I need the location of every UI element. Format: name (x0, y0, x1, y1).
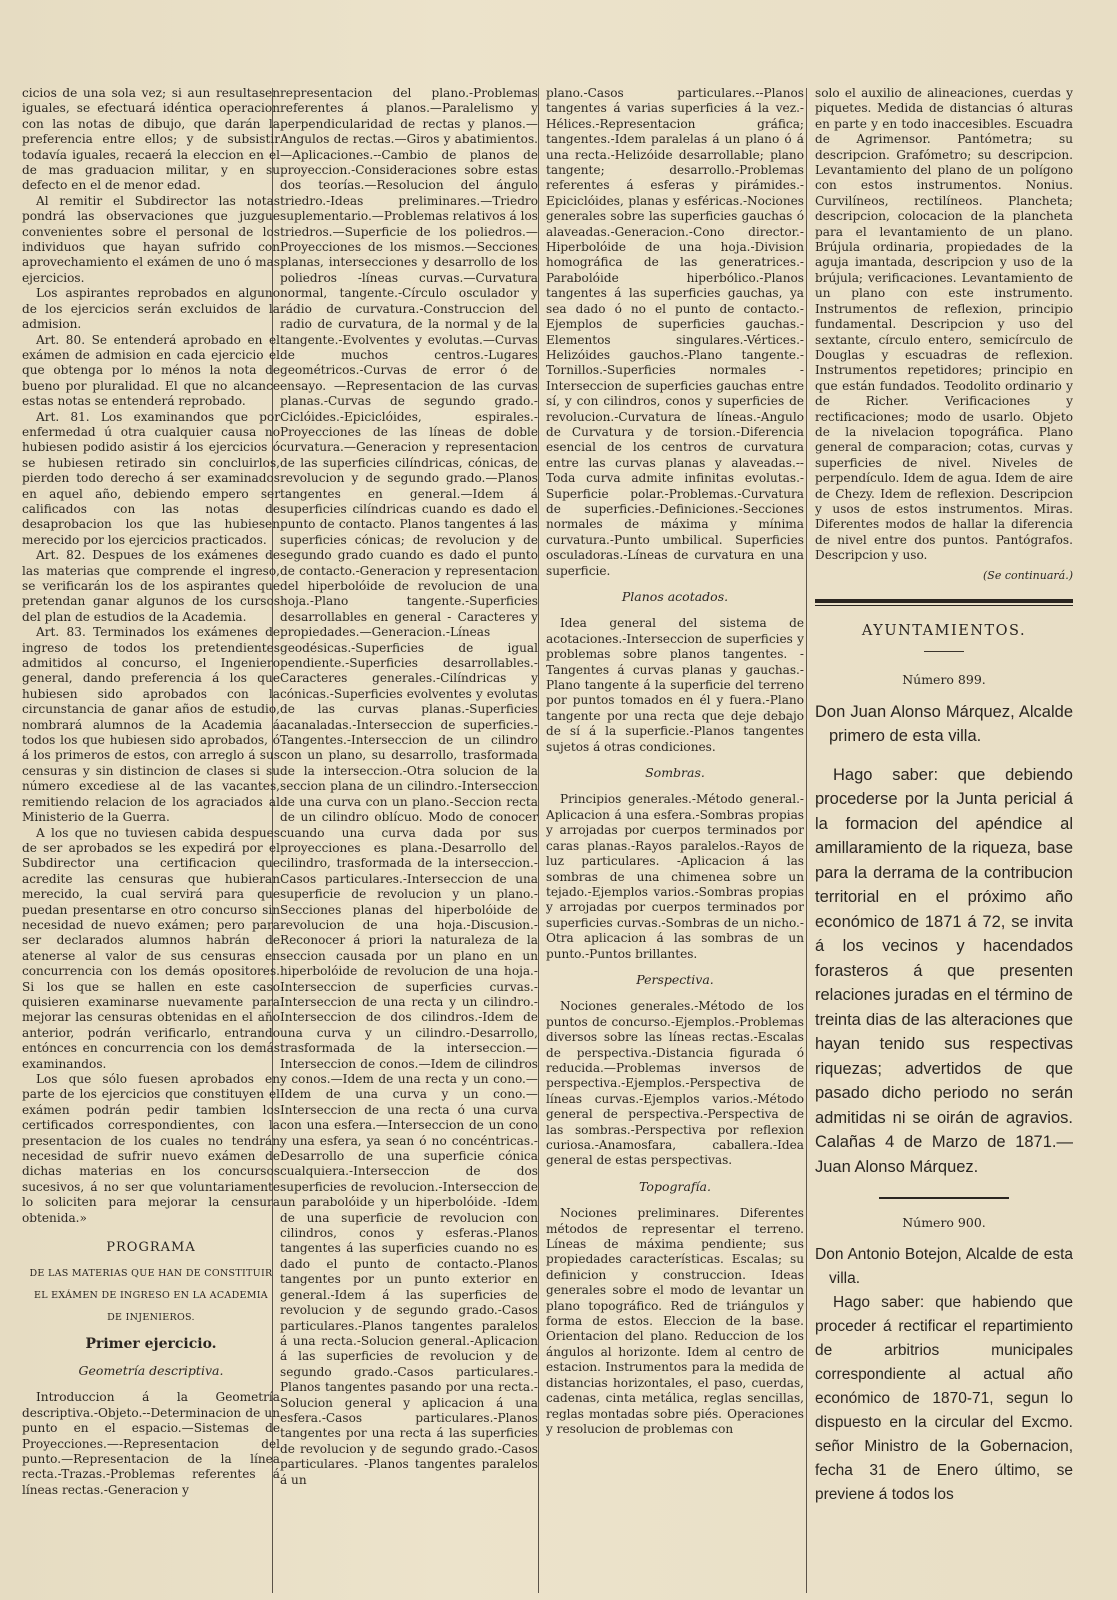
programa-subtitle-3: DE INJENIEROS. (107, 1312, 195, 1324)
paragraph: Los que sólo fuesen aprobados en parte de los ejercicios que constituyen el exámen podrán pedir tambien los certificados correspondientes, con la presentacion de los cuales no tendrán necesidad de sufrir nuevo exámen de dichas materias en los concursos sucesivos, á no ser que voluntariamente lo soliciten para mejorar la censura obtenida.» (22, 1072, 280, 1225)
column-3 (546, 86, 804, 1591)
continuation-note: (Se continuará.) (983, 568, 1073, 582)
notice-body: Hago saber: que habiendo que proceder á rectificar el repartimiento de arbitrios municipales correspondiente al actual año económico de 1870-71, segun lo dispuesto en la circular del Excmo. señor Ministro de la Gobernacion, fecha 31 de Enero último, se previene á todos los (815, 1293, 1073, 1503)
notice-900 (815, 1243, 1073, 1507)
article-81: Art. 81. Los examinandos que por enfermedad ú otra cualquier causa no hubiesen podido asistir á los ejercicios ó se hubiesen retirado sin concluirlos, pierden todo derecho á ser examinados en aquel año, debiendo empero ser calificados con las notas de desaprobacion los que las hubiesen merecido por los ejercicios practicados. (22, 409, 280, 547)
programa-subtitle-1: DE LAS MATERIAS QUE HAN DE CONSTITUIR (29, 1268, 273, 1280)
subsection-heading: Geometría descriptiva. (78, 1362, 224, 1378)
article-83: Art. 83. Terminados los exámenes de ingreso de todos los pretendientes admitidos al concurso, el Ingeniero general, dando preferencia á los que hubiesen sido aprobados con la circunstancia de ganar años de estudio, nombrará alumnos de la Academia á todos los que hubiesen sido aprobados, ó á los primeros de estos, con arreglo á sus censuras y sin distincion de clases si su número excediese al de las vacantes, remitiendo relacion de los agraciados al Ministerio de la Guerra. (22, 625, 280, 825)
programa-subtitle-2: EL EXÁMEN DE INGRESO EN LA ACADEMIA (34, 1290, 268, 1302)
subsection-heading: Sombras. (645, 765, 705, 781)
paragraph: representacion del plano.-Problemas referentes á planos.—Paralelismo y perpendicularidad de rectas y planos.—Angulos de rectas.—Giros y abatimientos.—Aplicaciones.--Cambio de planos de proyeccion.-Consideraciones sobre estas dos teorías.—Resolucion del ángulo triedro.-Ideas preliminares.—Triedro suplementario.—Problemas relativos á los triedros.—Superficie de los poliedros.—Proyecciones de los mismos.—Secciones planas, intersecciones y desarrollo de los poliedros -líneas curvas.—Curvatura normal, tangente.-Círculo osculador y rádio de curvatura.-Construccion del radio de curvatura, de la normal y de la tangente.-Evolventes y evolutas.—Curvas de muchos centros.-Lugares geométricos.-Curvas de error ó de ensayo. —Representacion de las curvas planas.-Curvas de segundo grado.-Ciclóides.-Epiciclóides, espirales.-Proyecciones de las líneas de doble curvatura.—Generacion y representacion de las superficies cilíndricas, cónicas, de revolucion y de segundo grado.—Planos tangentes en general.—Idem á superficies cilíndricas cuando es dado el punto de contacto. Planos tangentes á las superficies cónicas; de revolucion y de segundo grado cuando es dado el punto de contacto.-Generacion y representacion del hiperbolóide de revolucion de una hoja.-Plano tangente.-Superficies desarrollables en general - Caracteres y propiedades.—Generacion.-Líneas geodésicas.-Superficies de igual pendiente.-Superficies desarrollables.-Caracteres generales.-Cilíndricas y cónicas.-Superficies evolventes y evolutas de las curvas planas.-Superficies acanaladas.-Interseccion de superficies.-Tangentes.-Interseccion de un cilindro con un plano, su desarrollo, trasformada de la interseccion.-Otra solucion de la seccion plana de un cilindro.-Interseccion de una curva con un plano.-Seccion recta de un cilindro oblícuo. Modo de conocer cuando una curva dada por sus proyecciones es plana.-Desarrollo del cilindro, trasformada de la interseccion.-Casos particulares.-Interseccion de una superficie de revolucion y un plano.-Secciones planas del hiperbolóide de revolucion de una hoja.-Discusion.-Reconocer á priori la naturaleza de la seccion causada por un plano en un hiperbolóide de revolucion de una hoja.-Interseccion de superficies curvas.-Interseccion de una recta y un cilindro.-Interseccion de dos cilindros.-Idem de una curva y un cilindro.-Desarrollo, trasformada de la interseccion.—Interseccion de conos.—Idem de cilindros y conos.—Idem de una recta y un cono.—Idem de una curva y un cono.—Interseccion de una recta ó una curva con una esfera.—Interseccion de un cono y una esfera, ya sean ó no concéntricas.-Desarrollo de una superficie cónica cualquiera.-Interseccion de dos superficies de revolucion.-Interseccion de un parabolóide y un hiperbolóide. -Idem de una superficie de revolucion con cilindros, conos y esferas.-Planos tangentes á las superficies cuando no es dado el punto de contacto.-Planos tangentes por un punto exterior en general.-Idem á las superficies de revolucion y de segundo grado.-Casos particulares.-Planos tangentes paralelos á una recta.-Solucion general.-Aplicacion á las superficies de revolucion y de segundo grado.-Casos particulares.-Planos tangentes pasando por una recta.-Solucion general y aplicacion á una esfera.-Casos particulares.-Planos tangentes por una recta á las superficies de revolucion y de segundo grado.-Casos particulares. -Planos tangentes paralelos á un (280, 86, 538, 1487)
section-title: AYUNTAMIENTOS. (861, 623, 1027, 639)
paragraph: Nociones preliminares. Diferentes métodos de representar el terreno. Líneas de máxima pendiente; sus propiedades características. Escalas; su definicion y construccion. Ideas generales sobre el modo de levantar un plano topográfico. Red de triángulos y forma de estos. Eleccion de la base. Orientacion del plano. Reduccion de los ángulos al horizonte. Idem al centro de estacion. Instrumentos para la medida de distancias horizontales, el paso, cuerdas, cadenas, cinta metálica, reglas sencillas, reglas montadas sobre piés. Operaciones y resolucion de problemas con (546, 1206, 804, 1436)
section-divider (815, 599, 1073, 606)
notice-lead: Don Antonio Botejon, Alcalde de esta villa. (815, 1245, 1073, 1287)
programa-heading: PROGRAMA (106, 1240, 196, 1256)
article-80: Art. 80. Se entenderá aprobado en el exámen de admision en cada ejercicio el que obtenga por lo ménos la nota de bueno por pluralidad. El que no alcance estas notas se entenderá reprobado. (22, 332, 280, 409)
column-4 (815, 86, 1073, 1591)
column-2 (280, 86, 538, 1591)
section-heading: Primer ejercicio. (85, 1336, 217, 1353)
divider (924, 651, 964, 652)
paragraph: Nociones generales.-Método de los puntos de concurso.-Ejemplos.-Problemas diversos sobre las líneas rectas.-Escalas de perspectiva.-Distancia figurada ó reducida.—Problemas inversos de perspectiva.-Ejemplos.-Perspectiva de líneas curvas.-Ejemplos varios.-Método general de perspectiva.-Perspectiva de las sombras.-Perspectiva por reflexion curiosa.-Anamosfara, caballera.-Idea general de estas perspectivas. (546, 999, 804, 1168)
paragraph: Idea general del sistema de acotaciones.-Interseccion de superficies y problemas sobre planos tangentes. -Tangentes á curvas planas y gauchas.-Plano tangente á la superficie del terreno por puntos tomados en él y fuera.-Plano tangente por una recta que deje debajo de sí á la superficie.-Planos tangentes sujetos á otras condiciones. (546, 616, 804, 754)
notice-number: Número 899. (902, 672, 986, 688)
article-82: Art. 82. Despues de los exámenes de las materias que comprende el ingreso, se verificarán los de los aspirantes que pretendan ganar algunos de los cursos del plan de estudios de la Academia. (22, 548, 280, 624)
column-1 (22, 86, 280, 1591)
paragraph: A los que no tuviesen cabida despues de ser aprobados se les expedirá por el Subdirector una certificacion que acredite las censuras que hubieran merecido, la cual servirá para que puedan presentarse en otro concurso sin necesidad de nuevo exámen; pero para ser declarados alumnos habrán de atenerse al valor de sus censuras en concurrencia con los demás opositores. Si los que se hallen en este caso quisieren examinarse nuevamente para mejorar las censuras obtenidas en el año anterior, podrán verificarlo, entrando entónces en concurrencia con los demás examinandos. (22, 825, 280, 1071)
paragraph: Principios generales.-Método general.-Aplicacion á una esfera.-Sombras propias y arrojadas por cuerpos terminados por caras planas.-Rayos paralelos.-Rayos de luz particulares. -Aplicacion á las sombras de una chimenea sobre un tejado.-Ejemplos varios.-Sombras propias y arrojadas por cuerpos terminados por superficies curvas.-Sombras de un nicho.-Otra aplicacion á las sombras de un punto.-Puntos brillantes. (546, 792, 804, 961)
paragraph: cicios de una sola vez; si aun resultasen iguales, se efectuará idéntica operacion con las notas de dibujo, que darán la preferencia entre ellos; y de subsistir todavía iguales, recaerá la eleccion en el de mas graduacion militar, y en su defecto en el de menor edad. (22, 86, 280, 193)
column-rule (538, 88, 539, 1593)
notice-number: Número 900. (902, 1215, 986, 1231)
divider (879, 1197, 1009, 1199)
notice-lead: Don Juan Alonso Márquez, Alcalde primero de esta villa. (815, 702, 1073, 746)
paragraph: Introduccion á la Geometría descriptiva.-Objeto.--Determinacion de un punto en el espacio.—Sistemas de Proyecciones.—-Representacion del punto.—Representacion de la línea recta.-Trazas.-Problemas referentes á líneas rectas.-Generacion y (22, 1390, 280, 1497)
subsection-heading: Perspectiva. (636, 971, 714, 987)
column-rule (806, 88, 807, 1593)
notice-body: Hago saber: que debiendo procederse por la Junta pericial á la formacion del apéndice al amillaramiento de la riqueza, base para la derrama de la contribucion territorial en el próximo año económico de 1871 á 72, se invita á los vecinos y hacendados forasteros á que presenten relaciones juradas en el término de treinta dias de las alteraciones que hayan tenido sus respectivas riquezas; advertidos de que pasado dicho periodo no serán admitidas ni se oirán de agravios. Calañas 4 de Marzo de 1871.—Juan Alonso Márquez. (815, 765, 1073, 1176)
paragraph: plano.-Casos particulares.--Planos tangentes á varias superficies á la vez.-Hélices.-Representacion gráfica; tangentes.-Idem paralelas á un plano ó á una recta.-Helizóide desarrollable; plano tangente; desarrollo.-Problemas referentes á esferas y pirámides.-Epiciclóides, planas y esféricas.-Nociones generales sobre las superficies gauchas ó alaveadas.-Generacion.-Cono director.-Hiperbolóide de una hoja.-Division homográfica de las generatrices.-Parabolóide hiperbólico.-Planos tangentes á las superficies gauchas, ya sea dado ó no el punto de contacto.-Ejemplos de superficies gauchas.-Elementos singulares.-Vértices.-Helizóides gauchos.-Plano tangente.-Tornillos.-Superficies normales -Interseccion de superficies gauchas entre sí, y con cilindros, conos y superficies de revolucion.-Curvatura de líneas.-Angulo de Curvatura y de torsion.-Diferencia esencial de los centros de curvatura entre las curvas planas y alaveadas.--Toda curva admite infinitas evolutas.-Superficie polar.-Problemas.-Curvatura de superficies.-Definiciones.-Secciones normales de máxima y mínima curvatura.-Punto umbilical. Superficies osculadoras.-Líneas de curvatura en una superficie. (546, 86, 804, 578)
paragraph: Los aspirantes reprobados en alguno de los ejercicios serán excluidos de la admision. (22, 286, 280, 332)
paragraph: solo el auxilio de alineaciones, cuerdas y piquetes. Medida de distancias ó alturas en parte y en todo inaccesibles. Escuadra de Agrimensor. Pantómetra; su descripcion. Grafómetro; su descripcion. Levantamiento del plano de un polígono con estos instrumentos. Nonius. Curvilíneos, rectilíneos. Plancheta; descripcion, colocacion de la plancheta para el levantamiento de un plano. Brújula ordinaria, propiedades de la aguja imantada, descripcion y uso de la brújula; verificaciones. Levantamiento de un plano con este instrumento. Instrumentos de reflexion, principio fundamental. Descripcion y uso del sextante, círculo entero, semicírculo de Douglas y escuadras de reflexion. Instrumentos repetidores; principio en que están fundados. Teodolito ordinario y de Richer. Verificaciones y rectificaciones; modo de usarlo. Objeto de la nivelacion topográfica. Plano general de comparacion; cotas, curvas y superficies de nivel. Niveles de perpendículo. Idem de agua. Idem de aire de Chezy. Idem de reflexion. Descripcion y usos de estos instrumentos. Miras. Diferentes modos de hallar la diferencia de nivel entre dos puntos. Pantógrafos. Descripcion y uso. (815, 86, 1073, 563)
notice-899 (815, 700, 1073, 1180)
subsection-heading: Topografía. (639, 1178, 711, 1194)
subsection-heading: Planos acotados. (621, 589, 729, 604)
paragraph: Al remitir el Subdirector las notas pondrá las observaciones que juzgue convenientes sobre el personal de los individuos que hayan sufrido con aprovechamiento el exámen de uno ó mas ejercicios. (22, 193, 280, 285)
